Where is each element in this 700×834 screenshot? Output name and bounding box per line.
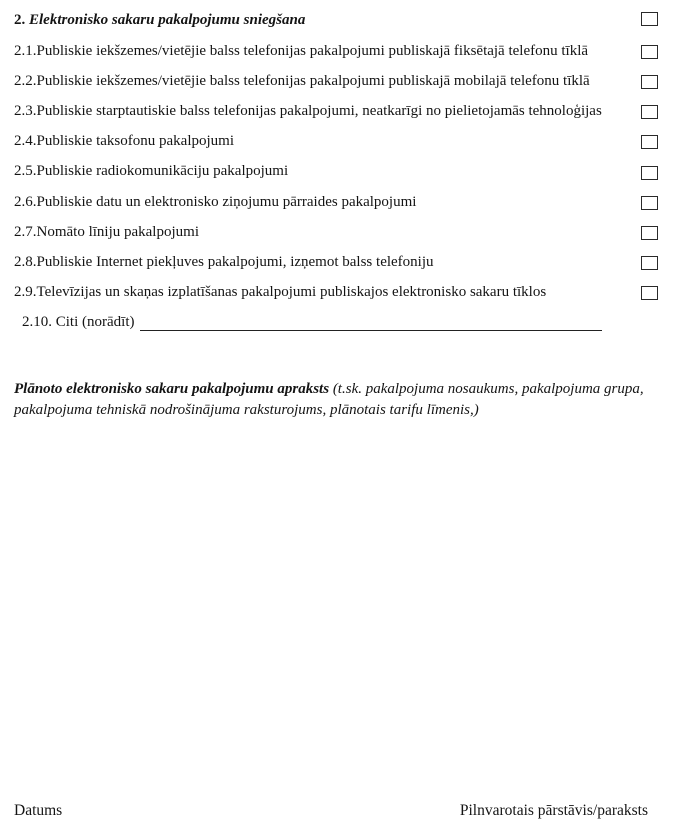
service-checkbox[interactable] [641, 105, 658, 119]
service-item-row [14, 282, 658, 302]
service-item-row [14, 101, 658, 121]
service-item-label: 2.5.Publiskie radiokomunikāciju pakalpojumi [14, 163, 289, 180]
footer [14, 802, 648, 820]
service-item-row [14, 252, 658, 272]
section-checkbox[interactable] [641, 12, 658, 26]
service-item-row [14, 41, 658, 61]
service-checkbox[interactable] [641, 135, 658, 149]
service-checkbox[interactable] [641, 166, 658, 180]
service-item-row [14, 222, 658, 242]
service-item-label: 2.8.Publiskie Internet piekļuves pakalpojumi, izņemot balss telefoniju [14, 253, 434, 270]
service-checkbox[interactable] [641, 75, 658, 89]
section-title [14, 10, 627, 30]
description-paragraph [14, 379, 686, 421]
service-item-label: 2.1.Publiskie iekšzemes/vietējie balss telefonijas pakalpojumi publiskajā fiksētajā telefonu tīklā [14, 43, 589, 60]
section-number: 2. [14, 12, 26, 28]
date-label: Datums [14, 802, 63, 819]
service-item-label: 2.2.Publiskie iekšzemes/vietējie balss telefonijas pakalpojumi publiskajā mobilajā telefonu tīklā [14, 73, 590, 90]
service-item-row [14, 71, 658, 91]
citi-row [14, 314, 658, 331]
service-item-label: 2.6.Publiskie datu un elektronisko ziņojumu pārraides pakalpojumi [14, 193, 417, 210]
service-checkbox[interactable] [641, 45, 658, 59]
section-header-row [14, 10, 658, 30]
service-item-label: 2.4.Publiskie taksofonu pakalpojumi [14, 133, 234, 150]
signature-label: Pilnvarotais pārstāvis/paraksts [459, 802, 648, 819]
service-item-row [14, 161, 658, 181]
service-item-row [14, 192, 658, 212]
service-items-list [14, 41, 688, 302]
description-title: Plānoto elektronisko sakaru pakalpojumu apraksts [14, 380, 330, 397]
description-note: (t.sk. pakalpojuma nosaukums, pakalpojuma grupa, pakalpojuma tehniskā nodrošinājuma raksturojums, plānotais tarifu līmenis,) [14, 380, 644, 418]
section-title-text: Elektronisko sakaru pakalpojumu sniegšana [25, 12, 306, 28]
service-checkbox[interactable] [641, 256, 658, 270]
citi-writein-line[interactable] [140, 316, 603, 331]
service-item-label: 2.7.Nomāto līniju pakalpojumi [14, 223, 199, 240]
service-checkbox[interactable] [641, 226, 658, 240]
service-checkbox[interactable] [641, 286, 658, 300]
service-checkbox[interactable] [641, 196, 658, 210]
service-item-label: 2.9.Televīzijas un skaņas izplatīšanas pakalpojumi publiskajos elektronisko sakaru tīklos [14, 283, 547, 300]
service-item-row [14, 131, 658, 151]
citi-label: 2.10. Citi (norādīt) [22, 313, 135, 330]
service-item-label: 2.3.Publiskie starptautiskie balss telefonijas pakalpojumi, neatkarīgi no pielietojamās tehnoloģijas [14, 103, 602, 120]
